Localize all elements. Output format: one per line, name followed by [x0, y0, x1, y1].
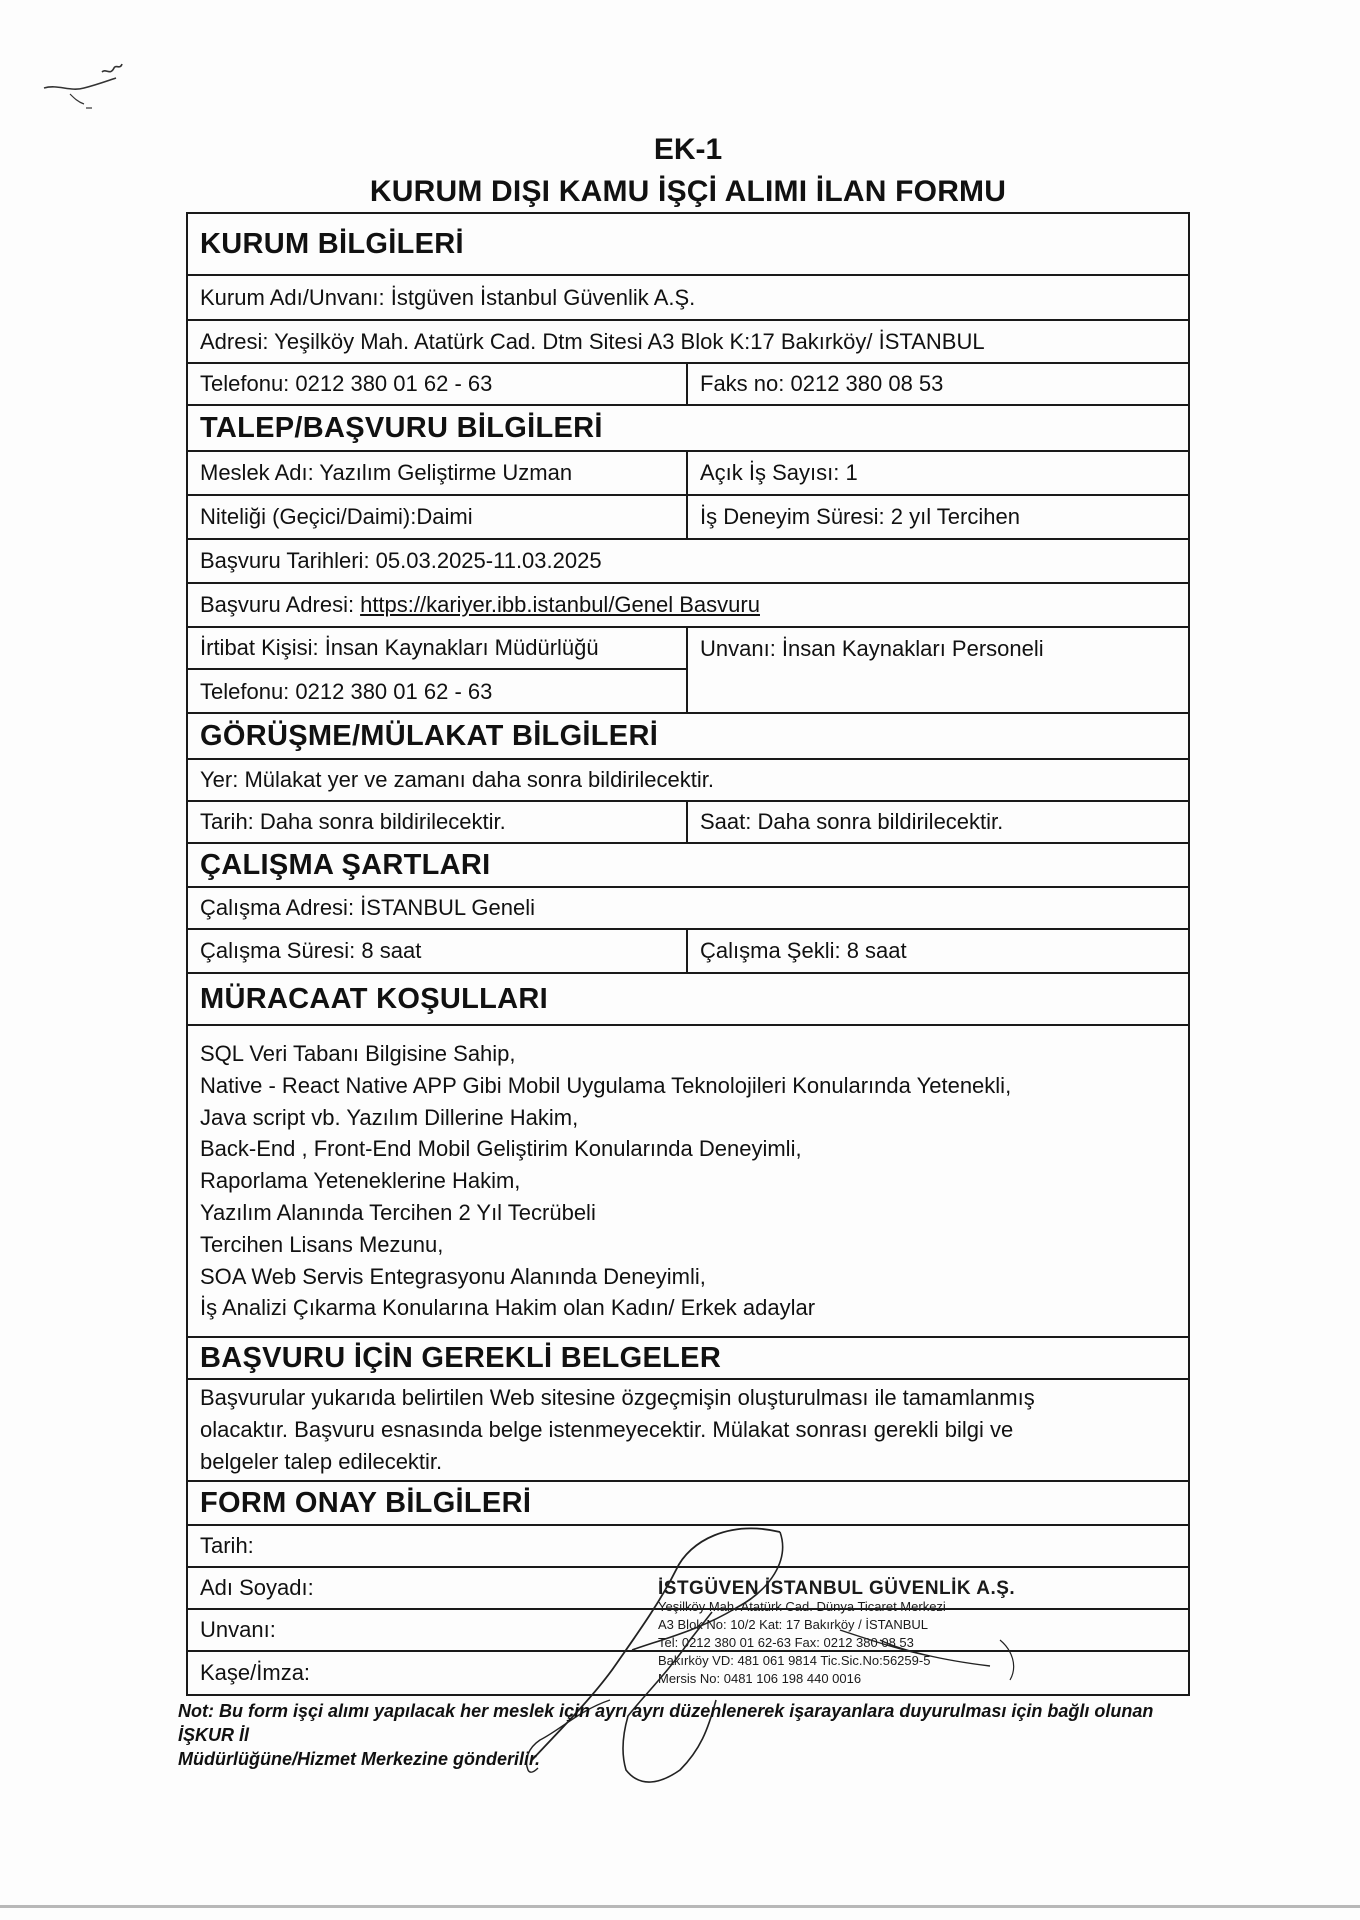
section-belgeler — [188, 1338, 1188, 1380]
institution-name: Kurum Adı/Unvanı: İstgüven İstanbul Güvenlik A.Ş. — [200, 284, 696, 310]
work-address-row — [188, 888, 1188, 930]
contact-person: İrtibat Kişisi: İnsan Kaynakları Müdürlüğü — [188, 628, 686, 670]
handwritten-mark — [40, 58, 140, 118]
section-title: KURUM BİLGİLERİ — [200, 227, 464, 260]
documents-text — [188, 1382, 1188, 1477]
job-posting-form — [186, 212, 1190, 1696]
institution-address-row — [188, 321, 1188, 364]
interview-place-row — [188, 760, 1188, 802]
footnote-line: Not: Bu form işçi alımı yapılacak her meslek için ayrı ayrı düzenlenerek işarayanlara duyurulması için bağlı olunan İŞKUR İl — [178, 1701, 1154, 1745]
condition-item: Native - React Native APP Gibi Mobil Uygulama Teknolojileri Konularında Yetenekli, — [200, 1072, 1012, 1098]
footnote — [178, 1699, 1198, 1771]
condition-item: SOA Web Servis Entegrasyonu Alanında Deneyimli, — [200, 1263, 706, 1289]
approval-date-row — [188, 1526, 1188, 1568]
form-title: KURUM DIŞI KAMU İŞÇİ ALIMI İLAN FORMU — [369, 175, 1007, 208]
contact-phone: Telefonu: 0212 380 01 62 - 63 — [200, 679, 493, 704]
application-dates-row — [188, 540, 1188, 584]
condition-item: SQL Veri Tabanı Bilgisine Sahip, — [200, 1041, 516, 1066]
condition-item: Back-End , Front-End Mobil Geliştirim Konularında Deneyimli, — [200, 1136, 802, 1162]
condition-item: Tercihen Lisans Mezunu, — [200, 1231, 444, 1257]
documents-block — [188, 1380, 1188, 1482]
stamp-line: A3 Blok No: 10/2 Kat: 17 Bakırköy / İSTANBUL — [658, 1617, 928, 1632]
interview-hour: Saat: Daha sonra bildirilecektir. — [700, 809, 1004, 834]
condition-item: Yazılım Alanında Tercihen 2 Yıl Tecrübeli — [200, 1199, 596, 1225]
conditions-list — [188, 1038, 1188, 1324]
condition-item: İş Analizi Çıkarma Konularına Hakim olan Kadın/ Erkek adaylar — [200, 1295, 816, 1321]
institution-address: Adresi: Yeşilköy Mah. Atatürk Cad. Dtm Sitesi A3 Blok K:17 Bakırköy/ İSTANBUL — [200, 328, 985, 354]
approval-date-label: Tarih: — [200, 1533, 254, 1558]
open-positions: Açık İş Sayısı: 1 — [700, 460, 858, 485]
institution-phone: Telefonu: 0212 380 01 62 - 63 — [188, 364, 688, 404]
section-talep — [188, 406, 1188, 452]
section-calisma — [188, 844, 1188, 888]
work-address: Çalışma Adresi: İSTANBUL Geneli — [200, 895, 536, 920]
job-title: Meslek Adı: Yazılım Geliştirme Uzman — [188, 452, 688, 494]
documents-line: belgeler talep edilecektir. — [200, 1448, 443, 1474]
section-title: ÇALIŞMA ŞARTLARI — [200, 848, 491, 881]
institution-name-row — [188, 276, 1188, 321]
application-dates: Başvuru Tarihleri: 05.03.2025-11.03.2025 — [200, 548, 602, 573]
contact-title: Unvanı: İnsan Kaynakları Personeli — [700, 636, 1044, 661]
section-title: GÖRÜŞME/MÜLAKAT BİLGİLERİ — [200, 719, 659, 752]
conditions-block — [188, 1026, 1188, 1338]
company-stamp — [658, 1580, 1018, 1688]
section-gorusme — [188, 714, 1188, 760]
section-title: FORM ONAY BİLGİLERİ — [200, 1486, 532, 1519]
application-url-link[interactable]: https://kariyer.ibb.istanbul/Genel Basvuru — [360, 592, 760, 617]
section-title: BAŞVURU İÇİN GEREKLİ BELGELER — [200, 1341, 722, 1374]
stamp-line: Bakırköy VD: 481 061 9814 Tic.Sic.No:56259-5 — [658, 1653, 931, 1668]
section-kurum — [188, 214, 1188, 276]
approval-title-label: Unvanı: — [200, 1617, 276, 1642]
contact-left-block — [188, 628, 688, 714]
work-duration: Çalışma Süresi: 8 saat — [188, 930, 688, 972]
section-muracaat — [188, 974, 1188, 1026]
interview-time-row — [188, 802, 1188, 844]
institution-contact-row — [188, 364, 1188, 406]
section-title: TALEP/BAŞVURU BİLGİLERİ — [200, 411, 603, 444]
application-address — [188, 584, 1188, 626]
annex-code: EK-1 — [653, 133, 723, 166]
application-address-label: Başvuru Adresi: — [200, 592, 355, 617]
work-hours-row — [188, 930, 1188, 974]
job-row — [188, 452, 1188, 496]
institution-fax: Faks no: 0212 380 08 53 — [700, 371, 944, 396]
interview-place: Yer: Mülakat yer ve zamanı daha sonra bildirilecektir. — [200, 767, 714, 792]
work-type: Çalışma Şekli: 8 saat — [700, 938, 907, 963]
section-onay — [188, 1482, 1188, 1526]
documents-line: Başvurular yukarıda belirtilen Web sitesine özgeçmişin oluşturulması ile tamamlanmış — [200, 1385, 1035, 1410]
footnote-line: Müdürlüğüne/Hizmet Merkezine gönderilir. — [178, 1749, 541, 1769]
condition-item: Raporlama Yeteneklerine Hakim, — [200, 1168, 521, 1194]
section-title: MÜRACAAT KOŞULLARI — [200, 982, 548, 1015]
approval-name-label: Adı Soyadı: — [200, 1575, 314, 1600]
stamp-line: Tel: 0212 380 01 62-63 Fax: 0212 380 08 53 — [658, 1635, 914, 1650]
scan-edge-line — [0, 1905, 1360, 1908]
contact-row — [188, 628, 1188, 714]
application-address-row — [188, 584, 1188, 628]
job-nature-row — [188, 496, 1188, 540]
condition-item: Java script vb. Yazılım Dillerine Hakim, — [200, 1104, 579, 1130]
stamp-company-name: İSTGÜVEN İSTANBUL GÜVENLİK A.Ş. — [658, 1578, 1016, 1599]
approval-stamp-label: Kaşe/İmza: — [200, 1660, 311, 1685]
documents-line: olacaktır. Başvuru esnasında belge istenmeyecektir. Mülakat sonrası gerekli bilgi ve — [200, 1416, 1014, 1442]
stamp-line: Yeşilköy Mah. Atatürk Cad. Dünya Ticaret Merkezi — [658, 1599, 946, 1614]
stamp-line: Mersis No: 0481 106 198 440 0016 — [658, 1671, 862, 1686]
interview-date: Tarih: Daha sonra bildirilecektir. — [188, 802, 688, 842]
experience-required: İş Deneyim Süresi: 2 yıl Tercihen — [700, 504, 1020, 529]
job-nature: Niteliği (Geçici/Daimi):Daimi — [188, 496, 688, 538]
